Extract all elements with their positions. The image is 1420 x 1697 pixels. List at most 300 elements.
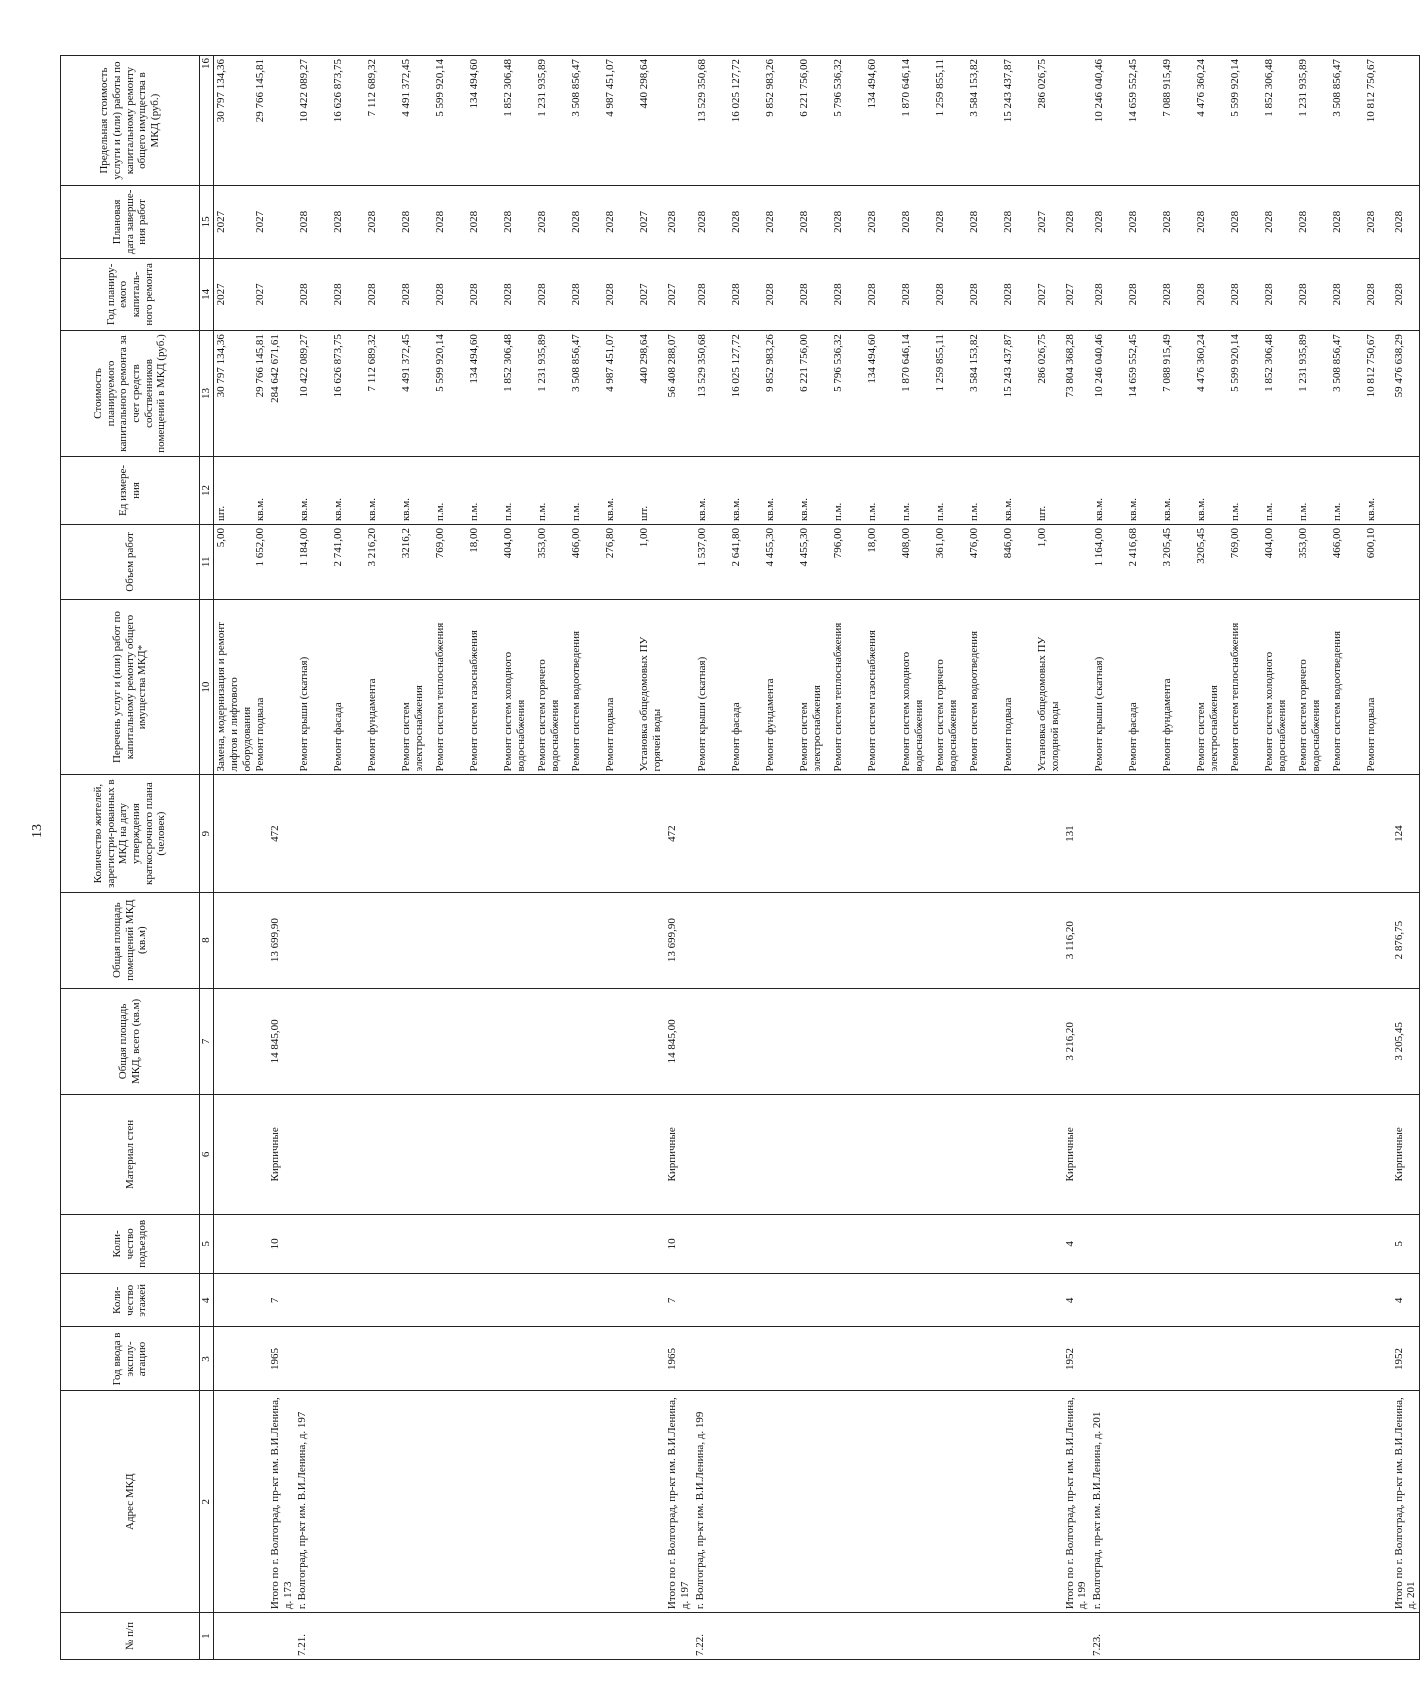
- work-line-group: [298, 603, 324, 772]
- limit-value: 440 298,64: [638, 59, 651, 109]
- unit-value-group: [1365, 460, 1391, 521]
- date-value-group: [1161, 189, 1187, 254]
- empty-cell: [693, 988, 1063, 1095]
- final-total-group: [1392, 56, 1420, 1660]
- area-rooms: 13 699,90: [665, 892, 692, 988]
- volume-cell: [1090, 525, 1392, 600]
- header-cell: Адрес МКД: [61, 1391, 200, 1613]
- unit-value-group: [730, 460, 756, 521]
- date-value: 2028: [298, 210, 311, 233]
- work-line: Замена, модернизация и ремонт: [215, 622, 227, 772]
- unit-value-group: [570, 460, 596, 521]
- header-cell: № п/п: [61, 1613, 200, 1660]
- unit-value: п.м.: [933, 502, 946, 522]
- year-built: 1952: [1392, 1327, 1420, 1391]
- work-line: Ремонт систем газоснабжения: [468, 630, 481, 772]
- year-value: 2028: [1092, 283, 1105, 306]
- total-label: Итого по г. Волгоград, пр-кт им. В.И.Ленина, д. 199: [1063, 1391, 1090, 1613]
- work-line: Ремонт фундамента: [763, 678, 776, 772]
- date-value-group: [366, 189, 392, 254]
- unit-value-group: [798, 460, 824, 521]
- empty-cell: [1392, 56, 1420, 186]
- unit-value-group: [1161, 460, 1187, 521]
- header-cell: Год ввода в эксплу-атацию: [61, 1327, 200, 1391]
- date-value: 2028: [468, 210, 481, 233]
- work-line: водоснабжения: [946, 699, 959, 772]
- year-value-group: [468, 262, 494, 327]
- unit-value: шт.: [215, 505, 227, 522]
- unit-value: п.м.: [434, 502, 447, 522]
- work-line: электроснабжения: [1207, 685, 1220, 772]
- limit-value-group: [502, 59, 528, 182]
- cost-value: 3 508 856,47: [570, 334, 583, 392]
- year-built: 1952: [1063, 1327, 1090, 1391]
- wall-material: Кирпичные: [665, 1095, 692, 1214]
- entrances: 10: [268, 1214, 295, 1274]
- unit-value-group: [434, 460, 460, 521]
- year-value-group: [798, 262, 824, 327]
- column-number: 16: [200, 56, 214, 186]
- volume-value: 466,00: [1330, 528, 1343, 559]
- cost-value: 134 494,60: [865, 334, 878, 384]
- work-line: Ремонт крыши (скатная): [298, 656, 311, 772]
- work-cell: [295, 599, 665, 775]
- year-value: 2028: [865, 283, 878, 306]
- year-value-group: [900, 262, 926, 327]
- limit-value: 3 508 856,47: [570, 59, 583, 117]
- work-line: водоснабжения: [912, 699, 925, 772]
- building-row: [1090, 56, 1392, 1660]
- area-rooms: 3 116,20: [1063, 892, 1090, 988]
- work-line: водоснабжения: [549, 699, 562, 772]
- volume-value: 476,00: [967, 528, 980, 559]
- year-built: 1965: [665, 1327, 692, 1391]
- volume-value: 404,00: [1262, 528, 1275, 559]
- year-value: 2028: [729, 283, 742, 306]
- date-value-group: [536, 189, 562, 254]
- completion-date-cell: [295, 186, 665, 258]
- year-value: 2028: [1330, 283, 1343, 306]
- volume-cell: [693, 525, 1063, 600]
- limit-value: 9 852 983,26: [763, 59, 776, 117]
- limit-value: 3 508 856,47: [1330, 59, 1343, 117]
- unit-value-group: [332, 460, 358, 521]
- work-line: Ремонт систем: [797, 702, 810, 772]
- column-number: 9: [200, 775, 214, 892]
- year-value: 2028: [899, 283, 912, 306]
- empty-cell: [693, 1095, 1063, 1214]
- unit-value: п.м.: [1330, 502, 1343, 522]
- unit-cell: [295, 456, 665, 524]
- work-line: оборудования: [241, 706, 253, 772]
- year-value-group: [764, 262, 790, 327]
- work-line-group: [1297, 603, 1323, 772]
- cost-value-group: [1161, 334, 1187, 453]
- continuation-group: [214, 56, 269, 1660]
- unit-value-group: [866, 460, 892, 521]
- unit-value-group: [968, 460, 994, 521]
- cost-value: 134 494,60: [468, 334, 481, 384]
- work-line-group: [730, 603, 756, 772]
- year-value-group: [638, 262, 664, 327]
- page-number: 13: [30, 824, 45, 838]
- cost-value: 9 852 983,26: [763, 334, 776, 392]
- unit-value: шт.: [638, 505, 651, 522]
- empty-cell: [1392, 456, 1420, 524]
- volume-value-group: [638, 528, 664, 596]
- cost-value: 1 852 306,48: [1262, 334, 1275, 392]
- work-line-group: [798, 603, 824, 772]
- header-cell: Ед измере-ния: [61, 456, 200, 524]
- residents: 124: [1392, 775, 1420, 892]
- year-value: 2028: [967, 283, 980, 306]
- unit-value-group: [934, 460, 960, 521]
- date-value-group: [900, 189, 926, 254]
- address: г. Волгоград, пр-кт им. В.И.Ленина, д. 201: [1090, 1391, 1392, 1613]
- work-line-group: [934, 603, 960, 772]
- work-line-group: [468, 603, 494, 772]
- volume-value: 3216,2: [400, 528, 413, 559]
- year-value-group: [1195, 262, 1221, 327]
- unit-value: п.м.: [899, 502, 912, 522]
- year-value-group: [536, 262, 562, 327]
- volume-value-group: [764, 528, 790, 596]
- work-line: Ремонт фасада: [332, 702, 345, 772]
- row-number: 7.21.: [295, 1613, 665, 1660]
- header-cell: Коли-чество подъездов: [61, 1214, 200, 1274]
- date-value: 2027: [1035, 210, 1048, 233]
- year-value-group: [502, 262, 528, 327]
- work-line: Ремонт фундамента: [1160, 678, 1173, 772]
- cost-value-group: [1002, 334, 1028, 453]
- work-line: Ремонт систем газоснабжения: [865, 630, 878, 772]
- total-label: Итого по г. Волгоград, пр-кт им. В.И.Ленина, д. 197: [665, 1391, 692, 1613]
- empty-cell: [268, 1613, 295, 1660]
- volume-value: 2 416,68: [1126, 528, 1139, 567]
- unit-value: кв.м.: [604, 498, 617, 522]
- unit-value-group: [1297, 460, 1323, 521]
- unit-cell: [214, 456, 269, 524]
- cost-value-group: [1036, 334, 1062, 453]
- empty-cell: [1090, 1095, 1392, 1214]
- year-value: 2028: [332, 283, 345, 306]
- work-line-group: [1093, 603, 1119, 772]
- date-value-group: [570, 189, 596, 254]
- work-line-group: [638, 603, 664, 772]
- work-cell: [214, 599, 269, 775]
- work-line: Ремонт систем теплоснабжения: [434, 622, 447, 772]
- volume-value-group: [366, 528, 392, 596]
- work-line: холодной воды: [1048, 701, 1061, 772]
- empty-cell: [214, 892, 269, 988]
- limit-value-group: [866, 59, 892, 182]
- cost-value: 440 298,64: [638, 334, 651, 384]
- limit-value-group: [604, 59, 630, 182]
- empty-cell: [1392, 1613, 1420, 1660]
- limit-value-group: [638, 59, 664, 182]
- limit-value: 4 987 451,07: [604, 59, 617, 117]
- work-line-group: [1127, 603, 1153, 772]
- volume-value-group: [332, 528, 358, 596]
- work-line-group: [1263, 603, 1289, 772]
- limit-value-group: [968, 59, 994, 182]
- cost-value-group: [866, 334, 892, 453]
- header-cell: Плановая дата заверше-ния работ: [61, 186, 200, 258]
- date-value: 2028: [899, 210, 912, 233]
- cost-value: 1 259 855,11: [933, 334, 946, 392]
- year-value-group: [968, 262, 994, 327]
- year-value: 2028: [763, 283, 776, 306]
- cost-value: [241, 334, 254, 453]
- work-cell: [1090, 599, 1392, 775]
- work-line: Ремонт систем горячего: [536, 659, 549, 772]
- empty-cell: [268, 525, 295, 600]
- volume-value-group: [1331, 528, 1357, 596]
- unit-value: кв.м.: [1194, 498, 1207, 522]
- empty-cell: [295, 1214, 665, 1274]
- limit-value-group: [696, 59, 722, 182]
- building-group: [1063, 56, 1392, 1660]
- capital-repair-plan-table: [60, 55, 1420, 1660]
- volume-value-group: [400, 528, 426, 596]
- year-value: 2028: [400, 283, 413, 306]
- cost-value-group: [1229, 334, 1255, 453]
- cost-cell: [1090, 331, 1392, 457]
- total-label: Итого по г. Волгоград, пр-кт им. В.И.Ленина, д. 173: [268, 1391, 295, 1613]
- date-value-group: [400, 189, 426, 254]
- header-cell: Коли-чество этажей: [61, 1274, 200, 1327]
- limit-value: 4 491 372,45: [400, 59, 413, 117]
- cost-value-group: [1127, 334, 1153, 453]
- volume-value-group: [434, 528, 460, 596]
- work-line-group: [604, 603, 630, 772]
- work-line: Ремонт систем холодного: [1262, 651, 1275, 772]
- address: г. Волгоград, пр-кт им. В.И.Ленина, д. 199: [693, 1391, 1063, 1613]
- total-year: [268, 258, 295, 330]
- limit-value-group: [1127, 59, 1153, 182]
- limit-value-group: [400, 59, 426, 182]
- unit-value: п.м.: [570, 502, 583, 522]
- empty-cell: [693, 1274, 1063, 1327]
- cost-value: 3 584 153,82: [967, 334, 980, 392]
- header-cell: Материал стен: [61, 1095, 200, 1214]
- repair-year-cell: [1090, 258, 1392, 330]
- volume-value: 18,00: [865, 528, 878, 553]
- year-value-group: [1365, 262, 1391, 327]
- volume-value: [241, 528, 254, 596]
- column-number-row: [200, 56, 214, 1660]
- limit-value: 16 626 873,75: [332, 59, 345, 123]
- date-value: 2028: [695, 210, 708, 233]
- unit-cell: [1090, 456, 1392, 524]
- work-line: Установка общедомовых ПУ: [1035, 636, 1048, 772]
- date-value: 2028: [1364, 210, 1377, 233]
- limit-value: 1 259 855,11: [933, 59, 946, 117]
- cost-value: [228, 334, 241, 453]
- cost-value-group: [434, 334, 460, 453]
- volume-value: 2 741,00: [332, 528, 345, 567]
- limit-value: 5 599 920,14: [434, 59, 447, 117]
- limit-value: 1 852 306,48: [1262, 59, 1275, 117]
- volume-value: 769,00: [1228, 528, 1241, 559]
- work-line: Установка общедомовых ПУ: [638, 636, 651, 772]
- year-value: 2028: [366, 283, 379, 306]
- volume-value: 353,00: [1296, 528, 1309, 559]
- cost-value: 4 987 451,07: [604, 334, 617, 392]
- volume-value: 18,00: [468, 528, 481, 553]
- year-value: 2028: [434, 283, 447, 306]
- area-rooms: 13 699,90: [268, 892, 295, 988]
- building-row: [693, 56, 1063, 1660]
- area-total: 14 845,00: [665, 988, 692, 1095]
- year-value: 2028: [1228, 283, 1241, 306]
- limit-value: 10 246 040,46: [1092, 59, 1105, 123]
- empty-cell: [295, 1327, 665, 1391]
- unit-value-group: [1195, 460, 1221, 521]
- building-group: [268, 56, 665, 1660]
- volume-value-group: [298, 528, 324, 596]
- total-cost: 73 804 368,28: [1063, 331, 1090, 457]
- unit-value-group: [1036, 460, 1062, 521]
- date-value-group: [730, 189, 756, 254]
- date-value: 2028: [366, 210, 379, 233]
- completion-date-cell: [1090, 186, 1392, 258]
- work-line-group: [1036, 603, 1062, 772]
- year-value-group: [400, 262, 426, 327]
- limit-value: 134 494,60: [468, 59, 481, 109]
- date-value-group: [1002, 189, 1028, 254]
- date-value: 2028: [400, 210, 413, 233]
- limit-value-group: [536, 59, 562, 182]
- limit-value-group: [570, 59, 596, 182]
- wall-material: Кирпичные: [1392, 1095, 1420, 1214]
- header-row: [61, 56, 200, 1660]
- year-value: 2028: [570, 283, 583, 306]
- cost-cell: [693, 331, 1063, 457]
- column-number: 13: [200, 331, 214, 457]
- volume-value: 466,00: [570, 528, 583, 559]
- cost-value: 1 852 306,48: [502, 334, 515, 392]
- year-built: 1965: [268, 1327, 295, 1391]
- limit-value: 1 231 935,89: [536, 59, 549, 117]
- date-value-group: [638, 189, 664, 254]
- header-cell: Количество жителей, зарегистри-рованных в МКД на дату утверждения краткосрочного плана (человек): [61, 775, 200, 892]
- empty-cell: [214, 988, 269, 1095]
- date-value: 2028: [1092, 210, 1105, 233]
- work-line-group: [502, 603, 528, 772]
- volume-value: 3205,45: [1194, 528, 1207, 564]
- volume-value-group: [1297, 528, 1323, 596]
- date-value: 2028: [1330, 210, 1343, 233]
- year-value: 2028: [695, 283, 708, 306]
- unit-value: [241, 460, 254, 521]
- empty-cell: [693, 775, 1063, 892]
- cost-value-group: [332, 334, 358, 453]
- floors: 4: [1063, 1274, 1090, 1327]
- unit-value: п.м.: [1296, 502, 1309, 522]
- work-line-group: [400, 603, 426, 772]
- volume-value-group: [468, 528, 494, 596]
- volume-value-group: [1195, 528, 1221, 596]
- cost-value: 16 025 127,72: [729, 334, 742, 398]
- total-row: [1063, 56, 1090, 1660]
- empty-cell: [1090, 1214, 1392, 1274]
- cost-value: 1 870 646,14: [899, 334, 912, 392]
- date-value-group: [502, 189, 528, 254]
- limit-value: [241, 59, 254, 182]
- empty-cell: [214, 1214, 269, 1274]
- limit-value-group: [1331, 59, 1357, 182]
- unit-value: п.м.: [865, 502, 878, 522]
- date-value-group: [468, 189, 494, 254]
- cost-value: 4 491 372,45: [400, 334, 413, 392]
- limit-value-group: [298, 59, 324, 182]
- year-value-group: [1002, 262, 1028, 327]
- entrances: 10: [665, 1214, 692, 1274]
- cost-value: 7 112 689,32: [366, 334, 379, 392]
- date-value: 2028: [1160, 210, 1173, 233]
- cost-value-group: [502, 334, 528, 453]
- empty-cell: [1392, 599, 1420, 775]
- row-number: 7.23.: [1090, 1613, 1392, 1660]
- work-line: Ремонт подвала: [1001, 697, 1014, 772]
- unit-value-group: [1229, 460, 1255, 521]
- date-value: 2028: [831, 210, 844, 233]
- work-line: Ремонт систем холодного: [502, 651, 515, 772]
- year-value: 2028: [502, 283, 515, 306]
- volume-value: 1 652,00: [254, 528, 266, 567]
- unit-value-group: [696, 460, 722, 521]
- date-value-group: [604, 189, 630, 254]
- volume-value: [228, 528, 241, 596]
- cost-value: 10 422 089,27: [298, 334, 311, 398]
- year-value: 2028: [1296, 283, 1309, 306]
- date-value-group: [866, 189, 892, 254]
- limit-value-group: [366, 59, 392, 182]
- volume-value-group: [832, 528, 858, 596]
- empty-cell: [665, 599, 692, 775]
- cost-value: 4 476 360,24: [1194, 334, 1207, 392]
- volume-value-group: [502, 528, 528, 596]
- volume-value: 408,00: [899, 528, 912, 559]
- limit-value: 7 088 915,49: [1160, 59, 1173, 117]
- repair-year-cell: [295, 258, 665, 330]
- year-value: 2028: [1262, 283, 1275, 306]
- header-cell: Общая площадь помещений МКД (кв.м): [61, 892, 200, 988]
- column-number: 1: [200, 1613, 214, 1660]
- empty-cell: [1392, 525, 1420, 600]
- total-row: [665, 56, 692, 1660]
- cost-value: 14 659 552,45: [1126, 334, 1139, 398]
- repair-year-cell: [214, 258, 269, 330]
- header-cell: Год планиру-емого капиталь-ного ремонта: [61, 258, 200, 330]
- year-value-group: [1229, 262, 1255, 327]
- header-cell: Предельная стоимость услуги и (или) работы по капитальному ремонту общего имущества в МКД (руб.): [61, 56, 200, 186]
- work-line-group: [366, 603, 392, 772]
- cost-value: 10 812 750,67: [1364, 334, 1377, 398]
- empty-cell: [268, 456, 295, 524]
- volume-value: 1,00: [1035, 528, 1048, 548]
- volume-value: 600,10: [1364, 528, 1377, 559]
- cost-value-group: [968, 334, 994, 453]
- limit-value: 286 026,75: [1035, 59, 1048, 109]
- cost-value-group: [1331, 334, 1357, 453]
- completion-date-cell: [693, 186, 1063, 258]
- cost-value: 5 599 920,14: [434, 334, 447, 392]
- limit-value: 10 422 089,27: [298, 59, 311, 123]
- cost-value: 7 088 915,49: [1160, 334, 1173, 392]
- date-value-group: [1036, 189, 1062, 254]
